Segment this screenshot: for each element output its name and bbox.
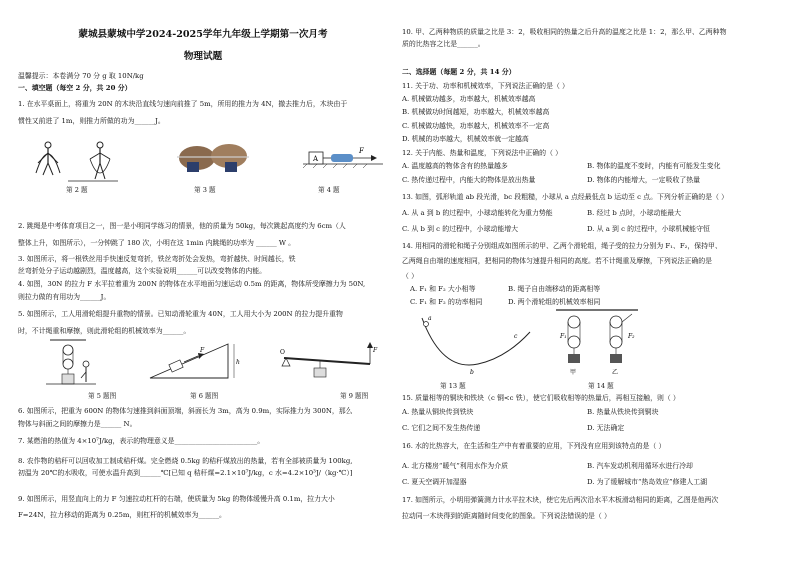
question-8-line2: 初温为 20℃的水吸收，可使水温升高到______℃[已知 q 秸秆煤=2.1×10⁷J/kg，c 水=4.2×10³J/（kg·℃）] [18,469,353,477]
caption-figure-5: 第 5 题图 [88,392,117,400]
question-14-line3: （ ） [402,272,418,280]
question-2-line1: 2. 跳绳是中考体育项目之一，图一是小明同学练习的情景，他的质量为 50kg，每次跳起高度约为 6cm（人 [18,222,346,230]
track-point-a: a [428,315,432,322]
svg-text:h: h [236,359,240,366]
question-13-option-b: B. 经过 b 点时，小球动能最大 [587,209,682,217]
question-12-option-d: D. 物体的内能增大，一定吸收了热量 [587,176,701,184]
question-11-option-c: C. 机械做功越快，功率越大，机械效率不一定高 [402,122,550,130]
exam-subtitle: 物理试题 [183,51,223,62]
question-2-line2: 整体上升，如图所示），一分钟跳了 180 次，小明在这 1min 内跳绳的功率为 ______ W 。 [18,239,296,247]
question-16-option-d: D. 为了缓解城市“热岛效应”修建人工湖 [587,478,708,486]
question-11-option-a: A. 机械做功越多，功率越大，机械效率越高 [402,95,536,103]
question-16-option-a: A. 北方楼房“暖气”利用水作为介质 [402,462,508,470]
pulley-jia-label: 甲 [570,369,577,376]
question-14-option-d: D. 两个滑轮组的机械效率相同 [508,298,601,306]
track-point-b: b [470,369,474,376]
caption-figure-4: 第 4 题 [318,186,340,194]
question-14-option-b: B. 绳子自由端移动的距离相等 [508,285,601,293]
question-8-line1: 8. 农作物的秸秆可以回收加工制成秸秆煤。完全燃烧 0.5kg 的秸秆煤放出的热量，若有全部被质量为 100kg, [18,457,353,465]
question-14-option-a: A. F₁ 和 F₂ 大小相等 [410,285,476,293]
question-12-option-b: B. 物体的温度不变时，内能有可能发生变化 [587,162,721,170]
question-11-option-d: D. 机械的功率越大，机械效率就一定越高 [402,135,529,143]
question-15-option-c: C. 它们之间不发生热传递 [402,424,481,432]
incline-force-label: F [200,347,205,354]
question-15-option-b: B. 热量从铁块传到铜块 [587,408,659,416]
caption-figure-13: 第 13 题 [440,382,466,390]
question-11: 11. 关于功、功率和机械效率，下列说法正确的是（ ） [402,82,569,90]
pulley-f2-label: F₂ [628,333,635,340]
question-15-option-a: A. 热量从铜块传到铁块 [402,408,474,416]
figure-5-pulley [46,338,96,388]
caption-figure-6: 第 6 题图 [190,392,219,400]
question-15-option-d: D. 无法确定 [587,424,625,432]
question-6-line2: 物体与斜面之间的摩擦力是______ N。 [18,420,137,428]
block-a-label: A [313,155,319,163]
question-7: 7. 某燃油的热值为 4×10⁷J/kg，表示的物理意义是________________________。 [18,437,265,445]
question-10-line1: 10. 甲、乙两种物质的质量之比是 3：2，吸收相同的热量之后升高的温度之比是 1：2，那么甲、乙两种物 [402,28,727,36]
question-5-line2: 时，不计绳重和摩擦，则此滑轮组的机械效率为______。 [18,327,191,335]
question-16: 16. 水的比热容大，在生活和生产中有着重要的应用，下列没有应用到该特点的是（ ） [402,442,666,450]
figure-2-jump-rope [28,135,128,185]
caption-figure-2: 第 2 题 [66,186,88,194]
question-12-option-a: A. 温度越高的物体含有的热量越多 [402,162,508,170]
question-17-line1: 17. 如图所示，小明用弹簧测力计水平拉木块，使它先后两次沿水平木板滑动相同的距离，乙图是他两次 [402,496,719,504]
question-11-option-b: B. 机械做功时间越短，功率越大，机械效率越高 [402,108,550,116]
question-9-line2: F=24N，拉力移动的距离为 0.25m，则杠杆的机械效率为______。 [18,511,226,519]
figure-13-track [418,312,538,376]
figure-14-pulley-groups [552,308,642,378]
question-1-line1: 1. 在水平桌面上，将重为 20N 的木块沿直线匀速向前推了 5m，所用的推力为 4N，撤去推力后，木块由于 [18,100,348,108]
question-3-line2: 丝弯折处分子运动越剧烈，温度越高，这个实验说明______可以改变物体的内能。 [18,267,267,275]
pulley-yi-label: 乙 [612,369,619,376]
hint-text: 温馨提示：本卷满分 70 分 g 取 10N/kg [18,72,144,80]
question-16-option-c: C. 夏天空调开加湿器 [402,478,467,486]
question-6-line1: 6. 如图所示，把重为 600N 的物体匀速推到斜面顶端，斜面长为 3m，高为 0.9m，实际推力为 300N，那么 [18,407,353,415]
figure-6-incline [148,340,243,382]
question-17-line2: 拉动同一木块得到的距离随时间变化的图象。下列说法错误的是（ ） [402,512,611,520]
track-point-c: c [514,333,518,340]
question-13-option-a: A. 从 a 到 b 的过程中，小球动能转化为重力势能 [402,209,553,217]
figure-9-lever [280,342,380,382]
question-1-line2: 惯性又前进了 1m，则推力所做的功为______J。 [18,117,165,125]
question-4-line2: 则拉力做的有用功为______J。 [18,293,111,301]
question-15: 15. 质量相等的铜块和铁块（c 铜<c 铁），使它们吸收相等的热量后，再相互接触，则（ ） [402,394,680,402]
figure-3-bending-wire [173,132,253,182]
section-choice-heading: 二、选择题（每题 2 分，共 14 分） [402,68,516,76]
question-13-option-d: D. 从 a 到 c 的过程中，小球机械能守恒 [587,225,710,233]
section-fill-heading: 一、填空题（每空 2 分，共 20 分） [18,84,132,92]
question-14-option-c: C. F₁ 和 F₂ 的功率相同 [410,298,483,306]
question-4-line1: 4. 如图，30N 的拉力 F 水平拉着重为 200N 的物体在水平地面匀速运动 0.5m 的距离，物体所受摩擦力为 50N, [18,280,366,288]
question-14-line1: 14. 用相同的滑轮和绳子分别组成如图所示的甲、乙两个滑轮组，绳子受的拉力分别为 F₁、F₂，保持甲、 [402,242,722,250]
lever-force-label: F [373,347,378,354]
question-14-line2: 乙两绳自由端的速度相同，把相同的物体匀速提升相同的高度。若不计绳重及摩擦，下列说法正确的是 [402,257,713,265]
caption-figure-9: 第 9 题图 [340,392,369,400]
pulley-f1-label: F₁ [560,333,567,340]
question-13: 13. 如图，弧形轨道 ab 段光滑，bc 段粗糙，小球从 a 点经最低点 b 运动至 c 点。下列分析正确的是（ ） [402,193,729,201]
force-f-label: F [359,147,364,155]
svg-text:O: O [280,349,285,356]
question-5-line1: 5. 如图所示，工人用滑轮组提升重物的情景。已知动滑轮重为 40N，工人用大小为 200N 的拉力提升重物 [18,310,343,318]
question-12-option-c: C. 热传递过程中，内能大的物体是放出热量 [402,176,536,184]
figure-4-block-force [303,140,383,172]
exam-title: 蒙城县蒙城中学2024-2025学年九年级上学期第一次月考 [78,29,328,40]
question-13-option-c: C. 从 b 到 c 的过程中，小球动能增大 [402,225,519,233]
caption-figure-14: 第 14 题 [588,382,614,390]
caption-figure-3: 第 3 题 [194,186,216,194]
question-3-line1: 3. 如图所示，将一根铁丝用手快速反复弯折，铁丝弯折处会发热，弯折越快、时间越长，铁 [18,255,296,263]
question-16-option-b: B. 汽车发动机利用循环水进行冷却 [587,462,693,470]
question-10-line2: 质的比热容之比是______。 [402,40,485,48]
question-9-line1: 9. 如图所示，用竖直向上的力 F 匀速拉动杠杆的右端，使质量为 5kg 的物体缓慢升高 0.1m，拉力大小 [18,495,335,503]
question-12: 12. 关于内能、热量和温度，下列说法中正确的（ ） [402,149,563,157]
